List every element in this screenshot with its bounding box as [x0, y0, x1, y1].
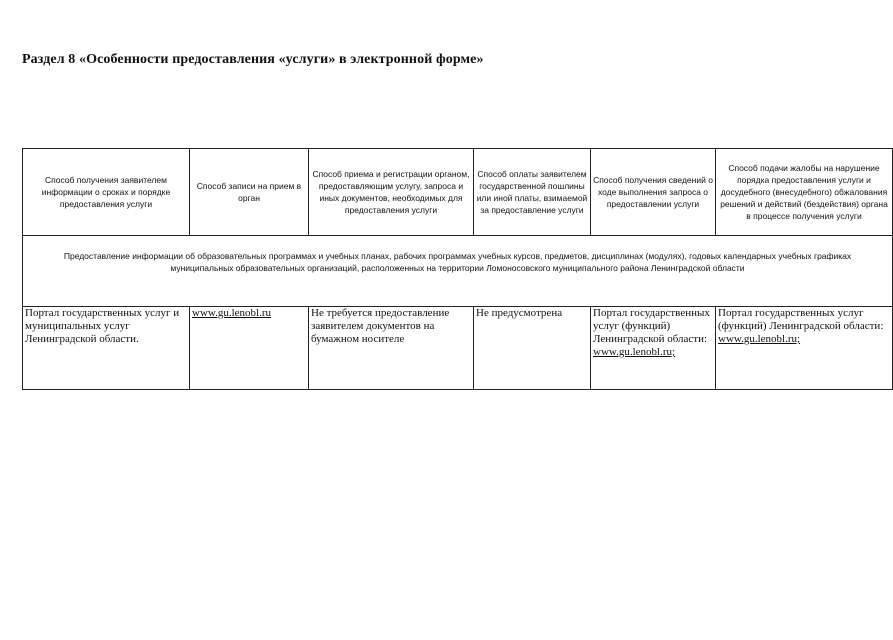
service-title-line2: муниципальных образовательных организаций, расположенных на территории Ломоносовского муниципального района Ленинградской области [170, 263, 745, 273]
service-title-row [23, 236, 893, 307]
header-row [23, 149, 893, 236]
header-cell-appointment-method: Способ записи на прием в орган [190, 149, 309, 236]
service-title-line1: Предоставление информации об образовательных программах и учебных планах, рабочих программах учебных курсов, предметов, дисциплинах (модулях), годовых календарных учебных графиках [63, 251, 852, 261]
cell-appointment-method [190, 307, 309, 390]
portal-link[interactable]: www.gu.lenobl.ru [192, 307, 272, 319]
service-title-cell [23, 236, 893, 307]
cell-status-method [591, 307, 716, 390]
cell-payment-method: Не предусмотрена [474, 307, 591, 390]
cell-request-registration: Не требуется предоставление заявителем документов на бумажном носителе [309, 307, 474, 390]
table-row [23, 307, 893, 390]
header-cell-request-registration: Способ приема и регистрации органом, предоставляющим услугу, запроса и иных документов, необходимых для предоставления услуги [309, 149, 474, 236]
section-title: Раздел 8 «Особенности предоставления «услуги» в электронной форме» [22, 52, 484, 67]
services-table [22, 148, 893, 390]
header-cell-complaint-method: Способ подачи жалобы на нарушение порядка предоставления услуги и досудебного (внесудебного) обжалования решений и действий (бездействия) органа в процессе получения услуги [716, 149, 893, 236]
header-cell-info-method: Способ получения заявителем информации о сроках и порядке предоставления услуги [23, 149, 190, 236]
status-portal-link[interactable]: www.gu.lenobl.ru; [593, 346, 676, 358]
services-table-container [22, 148, 888, 380]
complaint-portal-link[interactable]: www.gu.lenobl.ru; [718, 333, 801, 345]
header-cell-payment-method: Способ оплаты заявителем государственной пошлины или иной платы, взимаемой за предоставление услуги [474, 149, 591, 236]
status-method-text: Портал государственных услуг (функций) Ленинградской области: [593, 307, 710, 345]
cell-info-method: Портал государственных услуг и муниципальных услуг Ленинградской области. [23, 307, 190, 390]
header-cell-status-method: Способ получения сведений о ходе выполнения запроса о предоставлении услуги [591, 149, 716, 236]
cell-complaint-method [716, 307, 893, 390]
complaint-method-text: Портал государственных услуг (функций) Ленинградской области: [718, 307, 884, 332]
